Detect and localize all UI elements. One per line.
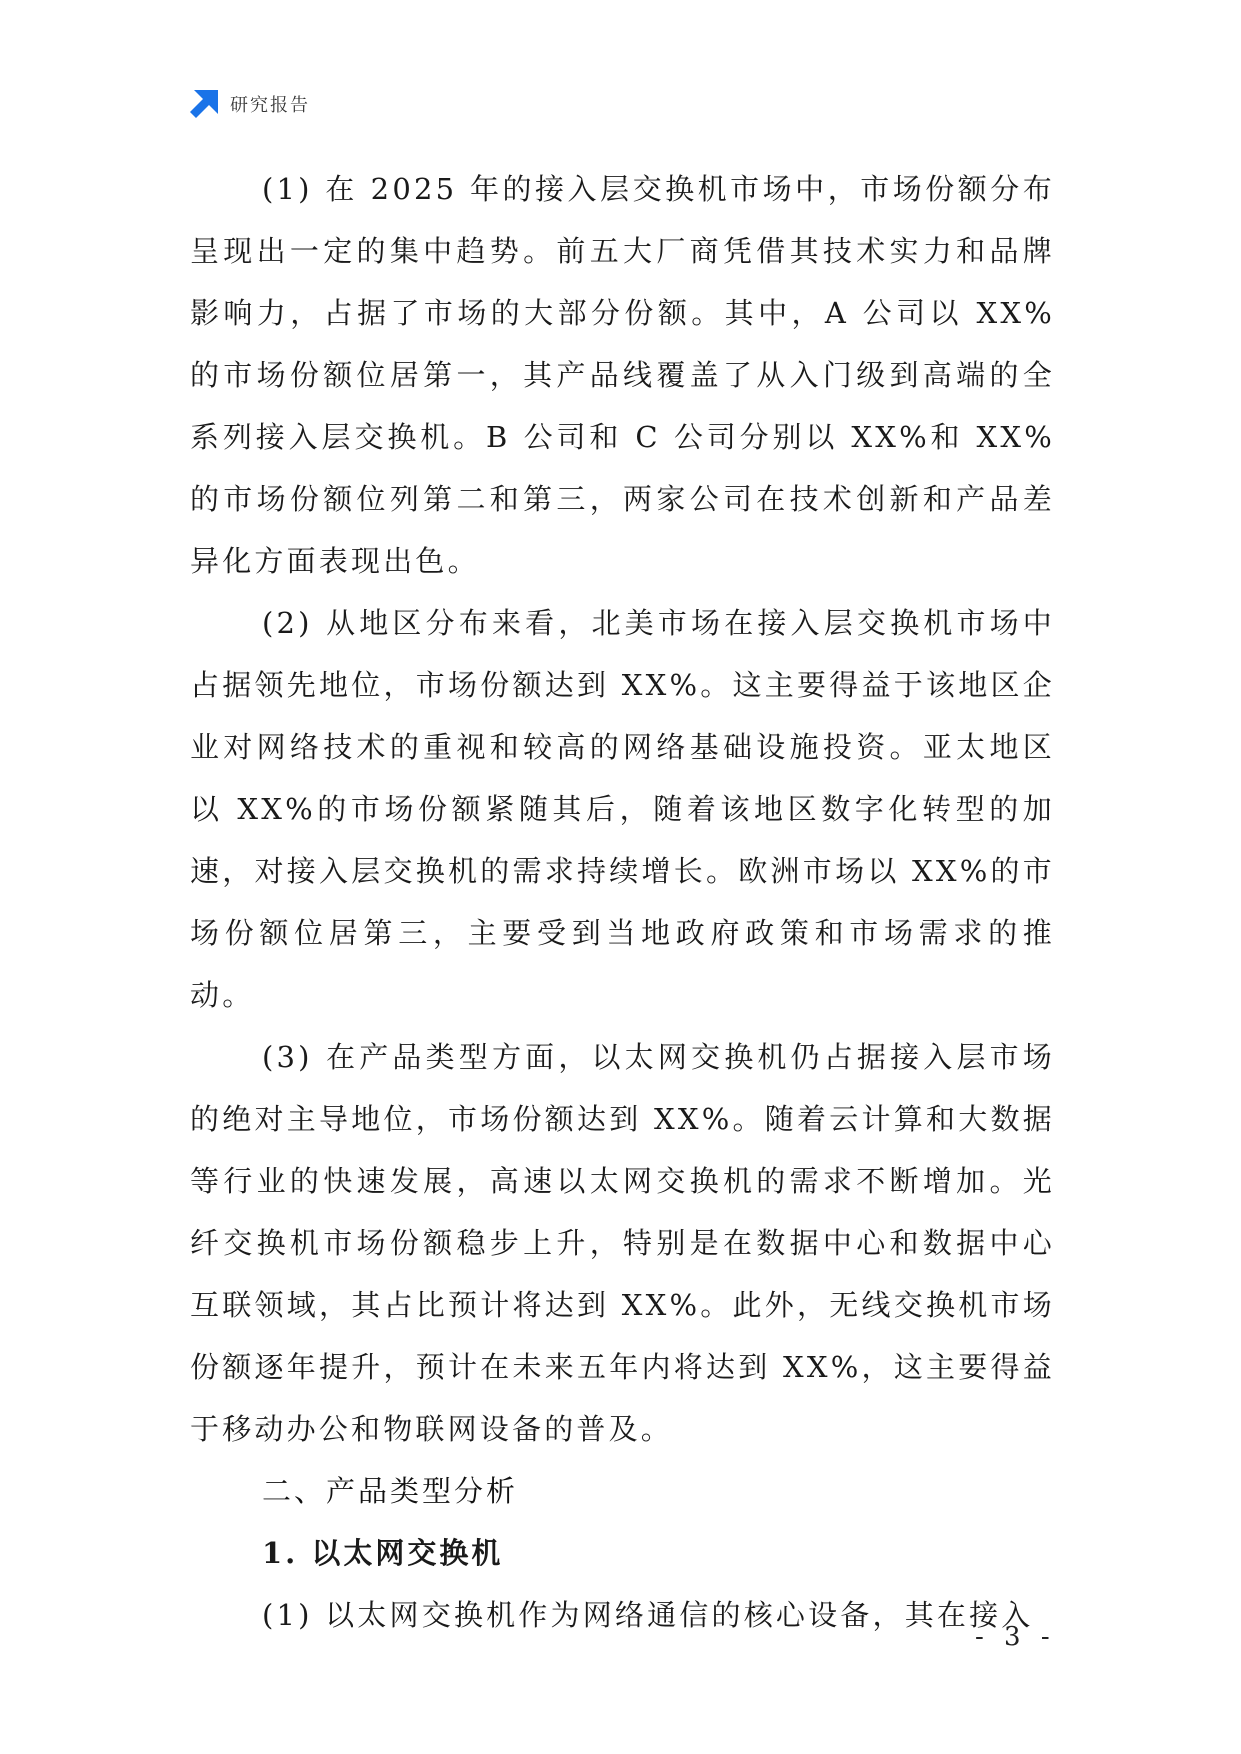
report-header bbox=[188, 88, 310, 120]
paragraph-ethernet-switch: (1) 以太网交换机作为网络通信的核心设备，其在接入 bbox=[262, 1598, 1034, 1632]
paragraph-market-share: (1) 在 2025 年的接入层交换机市场中，市场份额分布呈现出一定的集中趋势。前五大厂商凭借其技术实力和品牌影响力，占据了市场的大部分份额。其中，A 公司以 XX%的市场份额位居第一，其产品线覆盖了从入门级到高端的全系列接入层交换机。B 公司和 C 公司分别以 XX%和 XX%的市场份额位列第二和第三，两家公司在技术创新和产品差异化方面表现出色。 bbox=[190, 172, 1055, 578]
arrow-up-right-icon bbox=[188, 88, 220, 120]
section-heading: 二、产品类型分析 bbox=[262, 1474, 519, 1508]
header-title: 研究报告 bbox=[230, 95, 310, 116]
subsection-heading: 1. 以太网交换机 bbox=[262, 1536, 504, 1570]
report-body bbox=[190, 158, 1055, 1646]
paragraph-regional-distribution: (2) 从地区分布来看，北美市场在接入层交换机市场中占据领先地位，市场份额达到 XX%。这主要得益于该地区企业对网络技术的重视和较高的网络基础设施投资。亚太地区以 XX%的市场份额紧随其后，随着该地区数字化转型的加速，对接入层交换机的需求持续增长。欧洲市场以 XX%的市场份额位居第三，主要受到当地政府政策和市场需求的推动。 bbox=[190, 606, 1055, 1012]
paragraph-product-types: (3) 在产品类型方面，以太网交换机仍占据接入层市场的绝对主导地位，市场份额达到 XX%。随着云计算和大数据等行业的快速发展，高速以太网交换机的需求不断增加。光纤交换机市场份额稳步上升，特别是在数据中心和数据中心互联领域，其占比预计将达到 XX%。此外，无线交换机市场份额逐年提升，预计在未来五年内将达到 XX%，这主要得益于移动办公和物联网设备的普及。 bbox=[190, 1040, 1055, 1446]
page-number: - 3 - bbox=[975, 1622, 1056, 1652]
